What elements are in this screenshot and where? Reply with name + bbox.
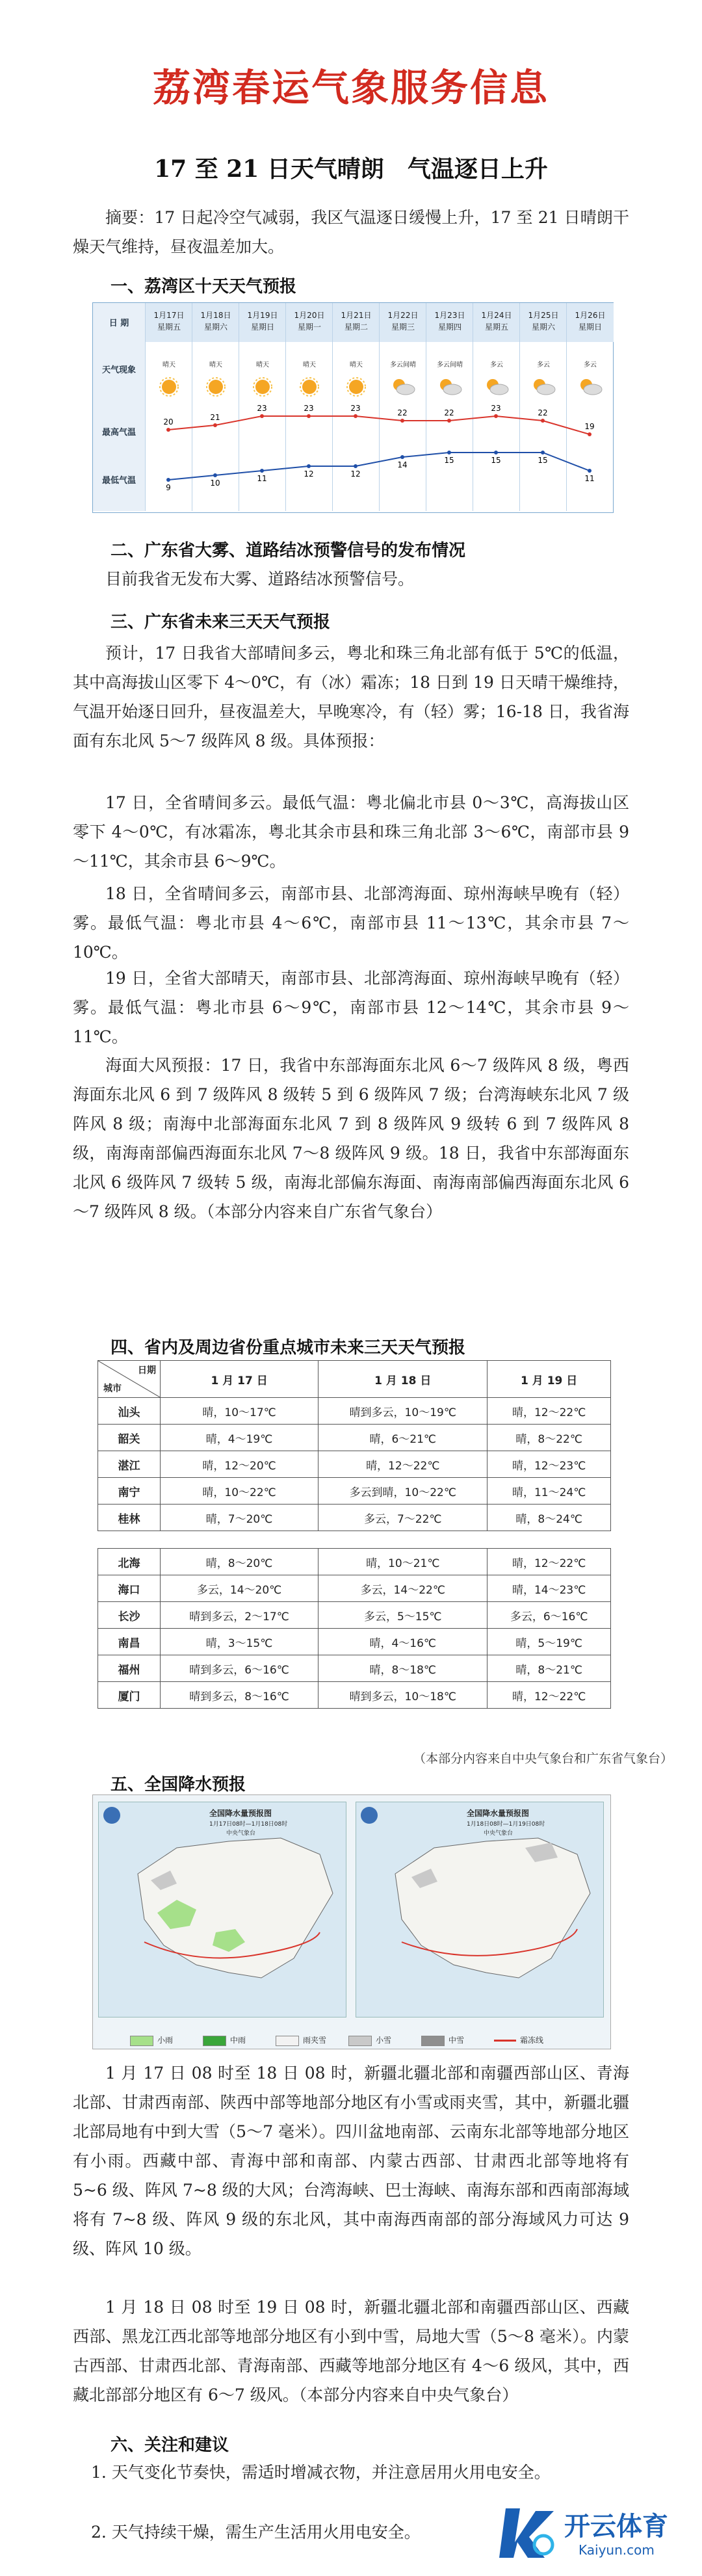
forecast-cell: 晴，4～19℃ — [161, 1425, 318, 1451]
low-temp-label: 11 — [584, 474, 595, 483]
province-forecast-p3: 18 日，全省晴间多云，南部市县、北部湾海面、琼州海峡早晚有（轻）雾。最低气温：粤北市县 4～6℃，南部市县 11～13℃，其余市县 7～10℃。 — [73, 884, 629, 962]
forecast-cell: 晴，14～23℃ — [488, 1575, 611, 1602]
section-2-heading: 二、广东省大雾、道路结冰预警信号的发布情况 — [110, 541, 466, 560]
forecast-weather: 晴天 — [162, 361, 176, 369]
temperature-lines — [93, 303, 613, 511]
forecast-weather: 多云 — [490, 361, 503, 369]
city-name: 海口 — [98, 1575, 161, 1602]
low-temp-point — [494, 451, 498, 454]
watermark-name: 开云体育 — [564, 2512, 668, 2542]
advice-1: 1. 天气变化节奏快，需适时增减衣物，并注意居用火用电安全。 — [91, 2463, 551, 2482]
province-forecast-p1: 预计，17 日我省大部晴间多云，粤北和珠三角北部有低于 5℃的低温，其中高海拔山区零下 4～0℃，有（冰）霜冻；18 日到 19 日天晴干燥维持，气温开始逐日回升，昼夜温差大，早晚寒冷，有（轻）雾；16-18 日，我省海面有东北风 5～7 级阵风 8 级。具体预报： — [73, 644, 629, 750]
row-label-date: 日 期 — [109, 319, 129, 328]
forecast-cell: 晴到多云，10～18℃ — [318, 1682, 488, 1709]
table-row — [98, 1505, 611, 1531]
high-temp-label: 23 — [491, 404, 501, 413]
forecast-cell: 晴，10～17℃ — [161, 1398, 318, 1425]
precipitation-maps — [92, 1794, 611, 2049]
high-temp-point — [588, 432, 592, 436]
legend-swatch — [421, 2036, 445, 2046]
legend-item — [494, 2034, 543, 2047]
map-legend — [130, 2034, 585, 2049]
high-temp-label: 22 — [538, 408, 548, 417]
low-temp-label: 15 — [491, 456, 501, 465]
low-temp-label: 15 — [538, 456, 548, 465]
high-temp-point — [213, 423, 217, 427]
forecast-cell: 晴，11～24℃ — [488, 1478, 611, 1505]
low-temp-label: 12 — [350, 469, 361, 479]
table-row — [98, 1655, 611, 1682]
table-row — [98, 1451, 611, 1478]
province-forecast-p5: 海面大风预报：17 日，我省中东部海面东北风 6～7 级阵风 8 级，粤西海面东北风 6 到 7 级阵风 8 级转 5 到 6 级阵风 7 级；台湾海峡东北风 7 级阵风 8 级；南海中北部海面东北风 7 到 8 级阵风 9 级转 6 到 7 级阵风 8 级，南海南部偏西海面东北风 7～8 级阵风 9 级。18 日，我省中东部海面东北风 6 级阵风 7 级转 5 级，南海北部偏东海面、南海南部偏西海面东北风 6～7 级阵风 8 级。（本部分内容来自广东省气象台） — [73, 1056, 629, 1221]
table-row — [98, 1398, 611, 1425]
forecast-date: 1月19日 星期日 — [239, 303, 286, 342]
column-header: 1 月 19 日 — [488, 1361, 611, 1398]
legend-label: 雨夹雪 — [303, 2036, 327, 2045]
forecast-cell: 晴，12～22℃ — [488, 1682, 611, 1709]
high-temp-label: 20 — [163, 417, 174, 427]
forecast-cell: 晴到多云，2～17℃ — [161, 1602, 318, 1629]
column-header: 1 月 17 日 — [161, 1361, 318, 1398]
city-name: 湛江 — [98, 1451, 161, 1478]
corner-date-label: 日期 — [138, 1365, 156, 1376]
watermark-logo — [494, 2502, 689, 2567]
k-logo-icon — [494, 2502, 562, 2564]
legend-label: 小雪 — [376, 2036, 392, 2045]
forecast-cell: 晴，12～22℃ — [318, 1451, 488, 1478]
low-temp-point — [447, 451, 451, 454]
forecast-cell: 晴，4～16℃ — [318, 1629, 488, 1655]
precipitation-map-day2 — [356, 1802, 604, 2017]
forecast-cell: 晴，10～21℃ — [318, 1549, 488, 1575]
fog-status: 目前我省无发布大雾、道路结冰预警信号。 — [105, 570, 415, 588]
city-name: 韶关 — [98, 1425, 161, 1451]
legend-swatch — [203, 2036, 226, 2046]
table-row — [98, 1425, 611, 1451]
map-issuer: 中央气象台 — [226, 1830, 256, 1837]
forecast-weather: 晴天 — [303, 361, 316, 369]
map-title: 全国降水量预报图 — [209, 1809, 272, 1818]
low-temp-point — [354, 464, 358, 468]
forecast-weather: 晴天 — [209, 361, 222, 369]
forecast-date: 1月23日 星期四 — [426, 303, 473, 342]
legend-swatch — [494, 2040, 516, 2042]
section-4-heading: 四、省内及周边省份重点城市未来三天天气预报 — [110, 1338, 466, 1358]
legend-swatch — [130, 2036, 153, 2046]
high-temp-line — [168, 416, 590, 434]
table-row — [98, 1629, 611, 1655]
city-name: 长沙 — [98, 1602, 161, 1629]
forecast-cell: 晴到多云，6～16℃ — [161, 1655, 318, 1682]
forecast-cell: 晴，8～22℃ — [488, 1425, 611, 1451]
forecast-cell: 晴，8～20℃ — [161, 1549, 318, 1575]
ten-day-forecast-chart — [92, 302, 614, 513]
high-temp-label: 22 — [397, 408, 408, 417]
forecast-cell: 晴，7～20℃ — [161, 1505, 318, 1531]
low-temp-point — [260, 469, 264, 473]
low-temp-label: 15 — [444, 456, 454, 465]
low-temp-label: 12 — [304, 469, 314, 479]
forecast-cell: 晴，6～21℃ — [318, 1425, 488, 1451]
table-row — [98, 1549, 611, 1575]
high-temp-label: 23 — [350, 404, 361, 413]
city-forecast-table — [98, 1360, 611, 1709]
low-temp-point — [400, 455, 404, 459]
high-temp-point — [400, 419, 404, 423]
city-name: 厦门 — [98, 1682, 161, 1709]
forecast-cell: 多云，6～16℃ — [488, 1602, 611, 1629]
section-1-heading: 一、荔湾区十天天气预报 — [110, 277, 297, 296]
high-temp-label: 19 — [584, 422, 595, 431]
section-5-heading: 五、全国降水预报 — [110, 1775, 246, 1794]
low-temp-label: 10 — [210, 479, 220, 488]
precipitation-map-day1 — [98, 1802, 346, 2017]
high-temp-point — [447, 419, 451, 423]
corner-city-label: 城市 — [103, 1384, 122, 1394]
forecast-date: 1月18日 星期六 — [192, 303, 239, 342]
forecast-date: 1月22日 星期三 — [380, 303, 426, 342]
legend-swatch — [348, 2036, 372, 2046]
forecast-date: 1月25日 星期六 — [520, 303, 567, 342]
page-title: 荔湾春运气象服务信息 — [152, 66, 549, 110]
map-issuer: 中央气象台 — [484, 1830, 514, 1837]
table-row — [98, 1478, 611, 1505]
table-row — [98, 1575, 611, 1602]
high-temp-label: 23 — [304, 404, 314, 413]
high-temp-point — [494, 414, 498, 418]
forecast-date: 1月20日 星期一 — [286, 303, 333, 342]
table-source-note: （本部分内容来自中央气象台和广东省气象台） — [413, 1752, 673, 1766]
forecast-cell: 晴，12～22℃ — [488, 1398, 611, 1425]
table-row — [98, 1602, 611, 1629]
forecast-cell: 晴到多云，10～19℃ — [318, 1398, 488, 1425]
city-name: 福州 — [98, 1655, 161, 1682]
high-temp-point — [307, 414, 311, 418]
forecast-cell: 多云，14～22℃ — [318, 1575, 488, 1602]
forecast-cell: 晴，8～18℃ — [318, 1655, 488, 1682]
row-label-low: 最低气温 — [101, 476, 136, 486]
section-3-heading: 三、广东省未来三天天气预报 — [110, 612, 331, 632]
legend-item — [421, 2034, 464, 2047]
table-row — [98, 1682, 611, 1709]
column-header: 1 月 18 日 — [318, 1361, 488, 1398]
forecast-weather: 多云间晴 — [437, 361, 463, 369]
low-temp-line — [168, 453, 590, 480]
low-temp-point — [166, 478, 170, 482]
legend-item — [276, 2034, 326, 2047]
low-temp-label: 11 — [257, 474, 267, 483]
forecast-cell: 多云，7～22℃ — [318, 1505, 488, 1531]
high-temp-point — [166, 428, 170, 432]
watermark-url: Kaiyun.com — [578, 2542, 655, 2558]
high-temp-label: 23 — [257, 404, 267, 413]
forecast-cell: 晴，5～19℃ — [488, 1629, 611, 1655]
high-temp-point — [260, 414, 264, 418]
table-gap-row — [98, 1531, 611, 1549]
advice-2: 2. 天气持续干燥，需生产生活用火用电安全。 — [91, 2523, 421, 2542]
city-name: 汕头 — [98, 1398, 161, 1425]
high-temp-point — [541, 419, 545, 423]
city-name: 桂林 — [98, 1505, 161, 1531]
table-header-row — [98, 1361, 611, 1398]
city-name: 南宁 — [98, 1478, 161, 1505]
table-corner — [98, 1361, 161, 1398]
high-temp-label: 21 — [210, 413, 220, 422]
forecast-date: 1月21日 星期二 — [333, 303, 380, 342]
summary: 摘要：17 日起冷空气减弱，我区气温逐日缓慢上升，17 至 21 日晴朗干燥天气维持，昼夜温差加大。 — [73, 208, 629, 256]
row-label-high: 最高气温 — [101, 428, 136, 438]
section-6-heading: 六、关注和建议 — [110, 2436, 229, 2455]
legend-label: 中雨 — [230, 2036, 246, 2045]
forecast-weather: 多云间晴 — [390, 361, 416, 369]
legend-item — [348, 2034, 391, 2047]
province-forecast-p4: 19 日，全省大部晴天，南部市县、北部湾海面、琼州海峡早晚有（轻）雾。最低气温：粤北市县 6～9℃，南部市县 12～14℃，其余市县 9～11℃。 — [73, 969, 629, 1046]
map-subtitle: 1月17日08时—1月18日08时 — [209, 1821, 288, 1828]
legend-label: 中雪 — [448, 2036, 465, 2045]
low-temp-point — [588, 469, 592, 473]
low-temp-label: 14 — [397, 460, 408, 469]
high-temp-label: 22 — [444, 408, 454, 417]
high-temp-point — [354, 414, 358, 418]
forecast-cell: 多云，5～15℃ — [318, 1602, 488, 1629]
low-temp-point — [541, 451, 545, 454]
forecast-cell: 多云到晴，10～22℃ — [318, 1478, 488, 1505]
legend-item — [130, 2034, 173, 2047]
forecast-cell: 晴到多云，8～16℃ — [161, 1682, 318, 1709]
low-temp-point — [307, 464, 311, 468]
forecast-weather: 多云 — [537, 361, 550, 369]
legend-item — [203, 2034, 246, 2047]
forecast-date: 1月26日 星期日 — [567, 303, 614, 342]
page-subtitle: 17 至 21 日天气晴朗 气温逐日上升 — [154, 155, 548, 183]
forecast-cell: 晴，12～23℃ — [488, 1451, 611, 1478]
legend-label: 小雨 — [157, 2036, 174, 2045]
low-temp-point — [213, 473, 217, 477]
forecast-weather: 晴天 — [350, 361, 363, 369]
city-name: 北海 — [98, 1549, 161, 1575]
forecast-date: 1月17日 星期五 — [146, 303, 192, 342]
forecast-cell: 晴，8～24℃ — [488, 1505, 611, 1531]
forecast-cell: 晴，3～15℃ — [161, 1629, 318, 1655]
forecast-weather: 晴天 — [256, 361, 269, 369]
forecast-cell: 晴，10～22℃ — [161, 1478, 318, 1505]
legend-swatch — [276, 2036, 299, 2046]
forecast-weather: 多云 — [584, 361, 597, 369]
forecast-cell: 多云，14～20℃ — [161, 1575, 318, 1602]
forecast-cell: 晴，12～20℃ — [161, 1451, 318, 1478]
province-forecast-p2: 17 日，全省晴间多云。最低气温：粤北偏北市县 0～3℃，高海拔山区零下 4～0℃，有冰霜冻，粤北其余市县和珠三角北部 3～6℃，南部市县 9～11℃，其余市县 6～9℃。 — [73, 793, 629, 871]
forecast-cell: 晴，12～22℃ — [488, 1549, 611, 1575]
rain-text-2: 1 月 18 日 08 时至 19 日 08 时，新疆北疆北部和南疆西部山区、西藏西部、黑龙江西北部等地部分地区有小到中雪，局地大雪（5～8 毫米）。内蒙古西部、甘肃西北部、青海南部、西藏等地部分地区有 4～6 级风，其中，西藏北部部分地区有 6～7 级风。（本部分内容来自中央气象台） — [73, 2298, 629, 2404]
map-subtitle: 1月18日08时—1月19日08时 — [467, 1821, 545, 1828]
rain-text-1: 1 月 17 日 08 时至 18 日 08 时，新疆北疆北部和南疆西部山区、青海北部、甘肃西南部、陕西中部等地部分地区有小雪或雨夹雪，其中，新疆北疆北部局地有中到大雪（5～7 毫米）。四川盆地南部、云南东北部等地部分地区有小雨。西藏中部、青海中部和南部、内蒙古西部、甘肃西北部等地将有 5~6 级、阵风 7~8 级的大风；台湾海峡、巴士海峡、南海东部和西南部海域将有 7~8 级、阵风 9 级的东北风，其中南海西南部的部分海域风力可达 9 级、阵风 10 级。 — [73, 2064, 629, 2258]
low-temp-label: 9 — [166, 483, 171, 492]
forecast-cell: 晴，8～21℃ — [488, 1655, 611, 1682]
row-label-weather: 天气现象 — [101, 365, 136, 375]
city-name: 南昌 — [98, 1629, 161, 1655]
forecast-date: 1月24日 星期五 — [473, 303, 520, 342]
map-title: 全国降水量预报图 — [467, 1809, 530, 1818]
legend-label: 霜冻线 — [520, 2036, 544, 2045]
